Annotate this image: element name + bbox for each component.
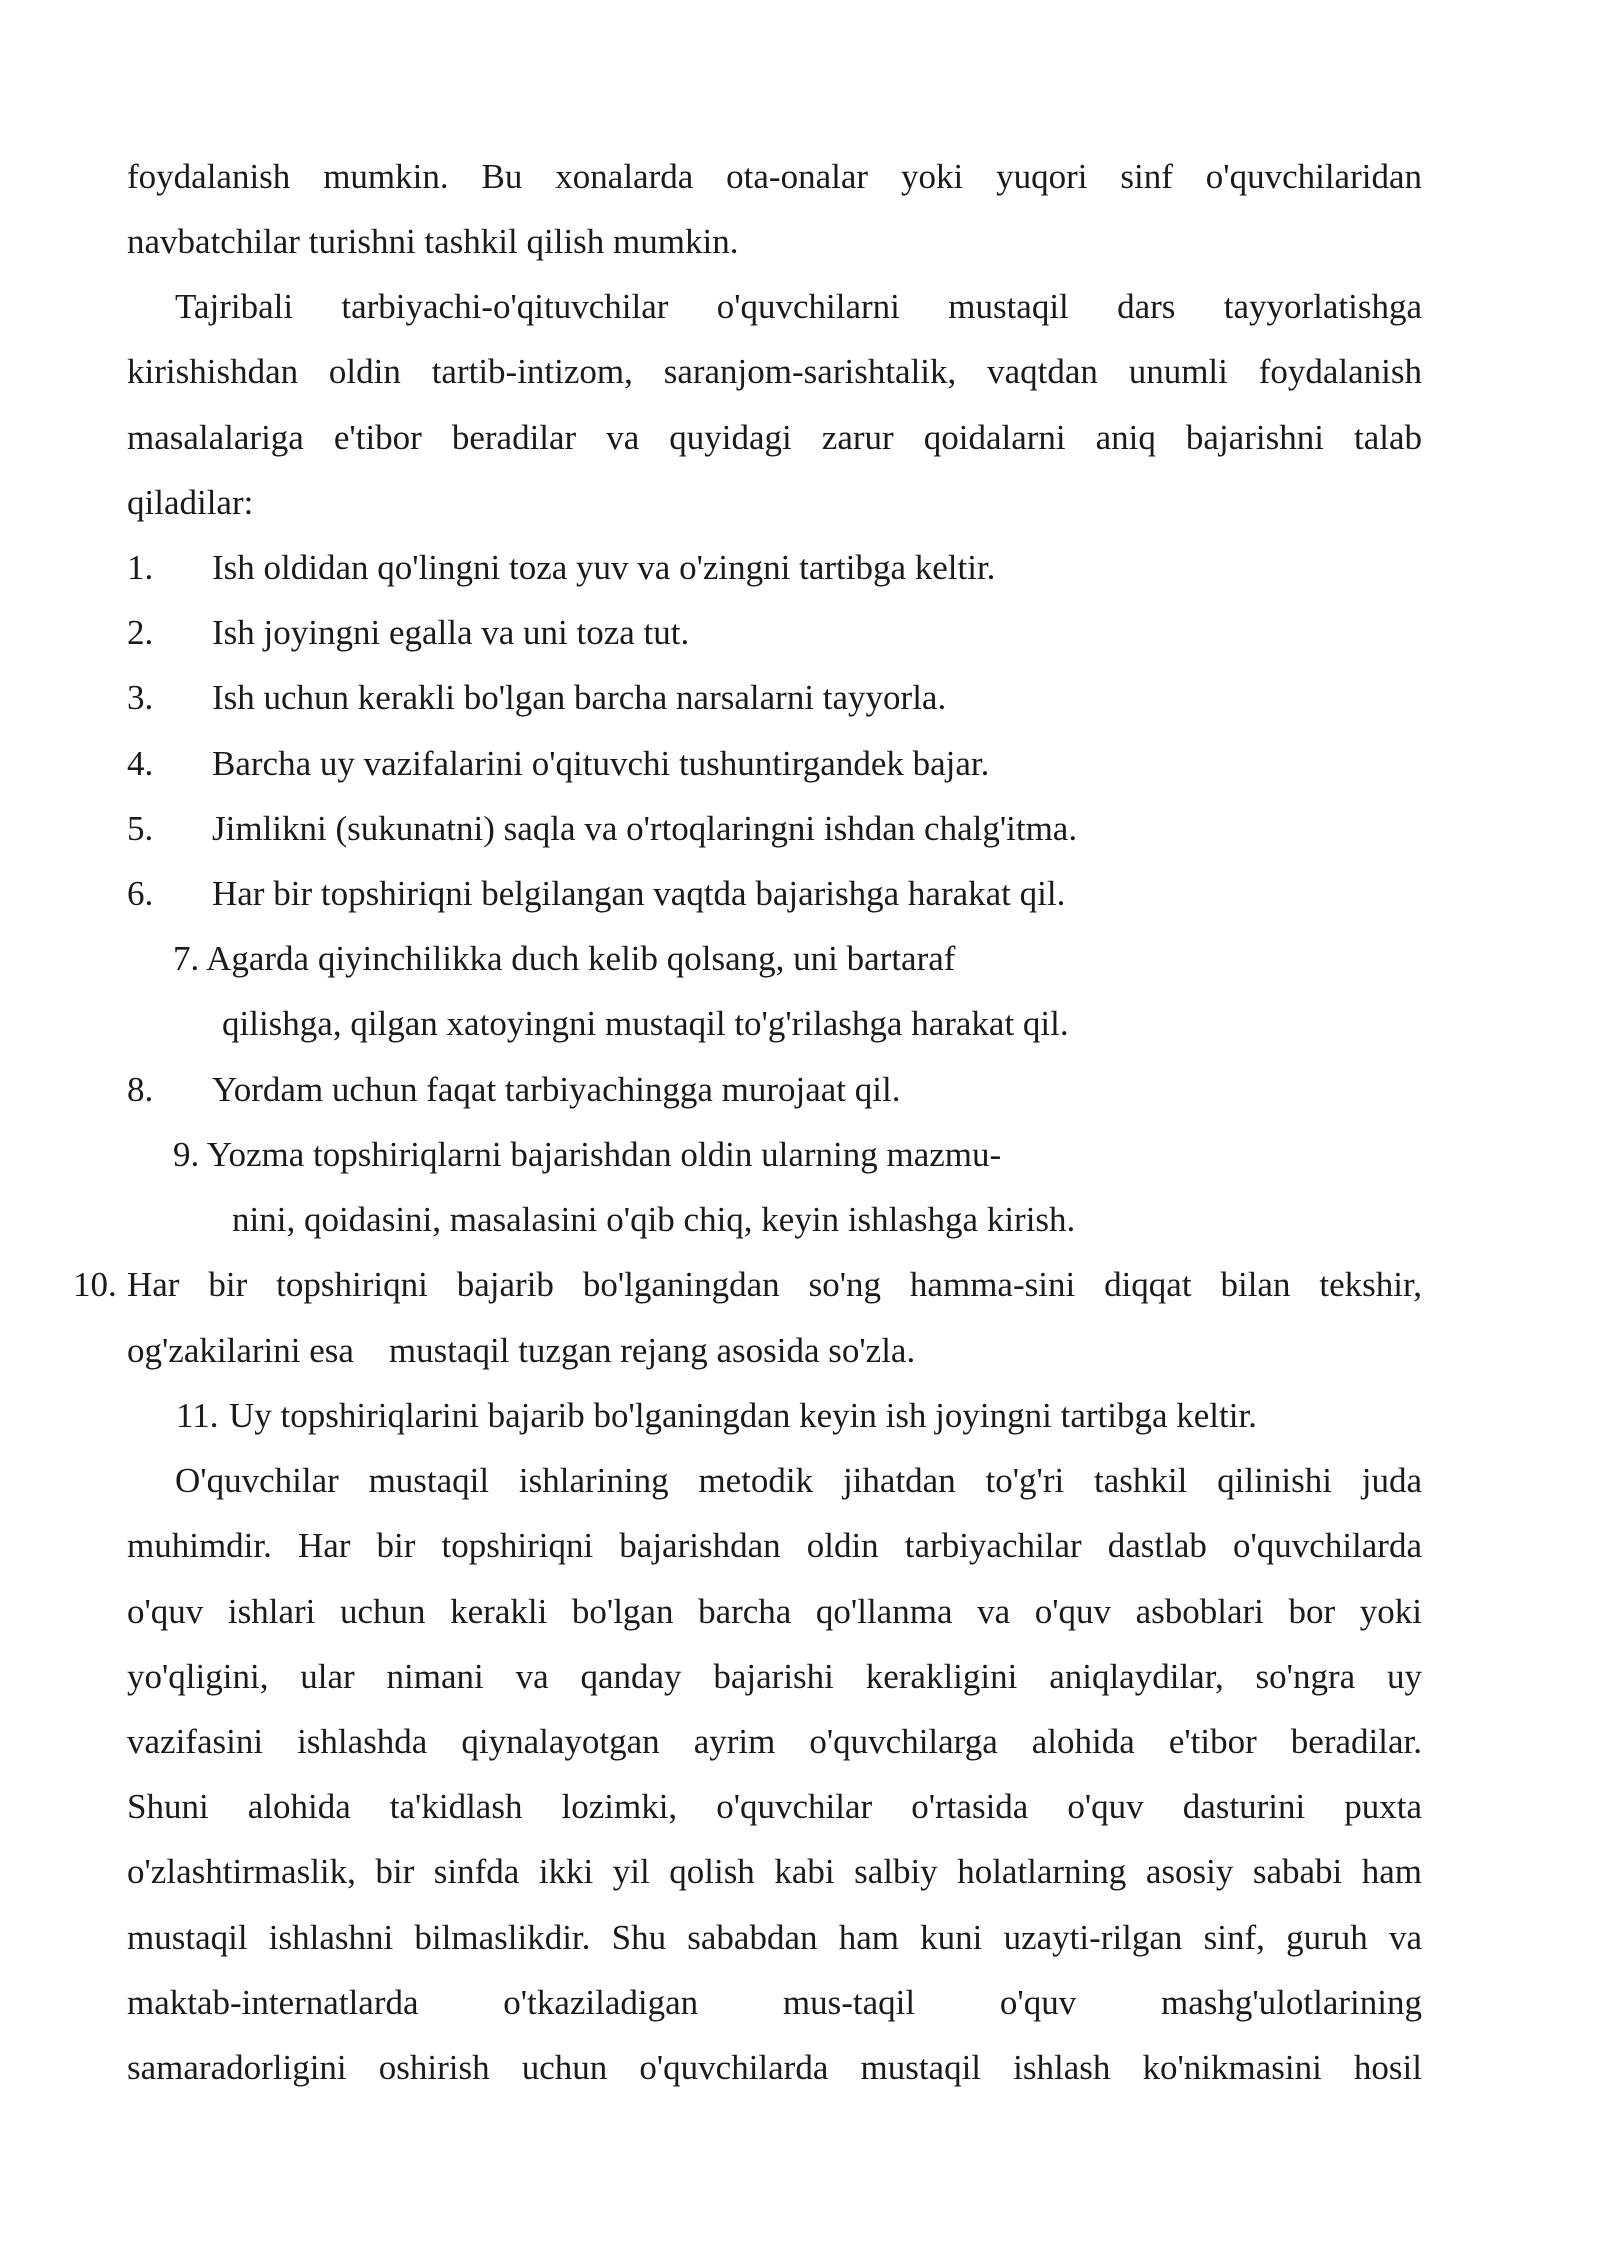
list-item: Har bir topshiriqni bajarib bo'lganingdan so'ng hamma-sini diqqat bilan tekshir, <box>127 1265 1422 1304</box>
list-item-continuation: nini, qoidasini, masalasini o'qib chiq, keyin ishlashga kirish. <box>232 1200 1076 1239</box>
paragraph-line: O'quvchilar mustaqil ishlarining metodik jihatdan to'g'ri tashkil qilinishi juda <box>175 1461 1422 1500</box>
list-number: 10. <box>73 1265 117 1304</box>
paragraph-line: foydalanish mumkin. Bu xonalarda ota-onalar yoki yuqori sinf o'quvchilaridan <box>127 157 1422 196</box>
paragraph-line: maktab-internatlarda o'tkaziladigan mus-taqil o'quv mashg'ulotlarining <box>127 1983 1422 2022</box>
list-number: 4. <box>127 744 154 783</box>
list-item: 9. Yozma topshiriqlarni bajarishdan oldin ularning mazmu- <box>173 1135 1002 1174</box>
paragraph-line: o'zlashtirmaslik, bir sinfda ikki yil qolish kabi salbiy holatlarning asosiy sababi ham <box>127 1852 1422 1891</box>
list-item-continuation: og'zakilarini esa mustaqil tuzgan rejang asosida so'zla. <box>127 1331 916 1370</box>
list-number: 5. <box>127 809 154 848</box>
list-number: 6. <box>127 874 154 913</box>
paragraph-line: qiladilar: <box>127 483 254 522</box>
paragraph-line: kirishishdan oldin tartib-intizom, saranjom-sarishtalik, vaqtdan unumli foydalanish <box>127 352 1422 391</box>
list-number: 2. <box>127 613 154 652</box>
paragraph-line: muhimdir. Har bir topshiriqni bajarishdan oldin tarbiyachilar dastlab o'quvchilarda <box>127 1526 1422 1565</box>
paragraph-line: vazifasini ishlashda qiynalayotgan ayrim o'quvchilarga alohida e'tibor beradilar. <box>127 1722 1422 1761</box>
paragraph-line: o'quv ishlari uchun kerakli bo'lgan barcha qo'llanma va o'quv asboblari bor yoki <box>127 1592 1422 1631</box>
list-item: Barcha uy vazifalarini o'qituvchi tushuntirgandek bajar. <box>212 744 990 783</box>
paragraph-line: Shuni alohida ta'kidlash lozimki, o'quvchilar o'rtasida o'quv dasturini puxta <box>127 1787 1422 1826</box>
paragraph-line: mustaqil ishlashni bilmaslikdir. Shu sababdan ham kuni uzayti-rilgan sinf, guruh va <box>127 1918 1422 1957</box>
list-item: Ish uchun kerakli bo'lgan barcha narsalarni tayyorla. <box>212 678 947 717</box>
list-number: 8. <box>127 1070 154 1109</box>
paragraph-line: samaradorligini oshirish uchun o'quvchilarda mustaqil ishlash ko'nikmasini hosil <box>127 2048 1422 2087</box>
paragraph-line: yo'qligini, ular nimani va qanday bajarishi kerakligini aniqlaydilar, so'ngra uy <box>127 1657 1422 1696</box>
list-item: Ish joyingni egalla va uni toza tut. <box>212 613 690 652</box>
paragraph-line: Tajribali tarbiyachi-o'qituvchilar o'quvchilarni mustaqil dars tayyorlatishga <box>175 287 1422 326</box>
list-number: 1. <box>127 548 154 587</box>
paragraph-line: navbatchilar turishni tashkil qilish mumkin. <box>127 222 739 261</box>
list-number: 11. <box>176 1396 219 1435</box>
list-item: Har bir topshiriqni belgilangan vaqtda bajarishga harakat qil. <box>212 874 1066 913</box>
list-number: 3. <box>127 678 154 717</box>
list-item: Jimlikni (sukunatni) saqla va o'rtoqlaringni ishdan chalg'itma. <box>212 809 1078 848</box>
list-item: Yordam uchun faqat tarbiyachingga murojaat qil. <box>212 1070 901 1109</box>
list-item-continuation: qilishga, qilgan xatoyingni mustaqil to'g'rilashga harakat qil. <box>222 1004 1069 1043</box>
list-item: Ish oldidan qo'lingni toza yuv va o'zingni tartibga keltir. <box>212 548 996 587</box>
list-item: Uy topshiriqlarini bajarib bo'lganingdan keyin ish joyingni tartibga keltir. <box>229 1396 1257 1435</box>
paragraph-line: masalalariga e'tibor beradilar va quyidagi zarur qoidalarni aniq bajarishni talab <box>127 418 1422 457</box>
list-item: 7. Agarda qiyinchilikka duch kelib qolsang, uni bartaraf <box>173 939 956 978</box>
